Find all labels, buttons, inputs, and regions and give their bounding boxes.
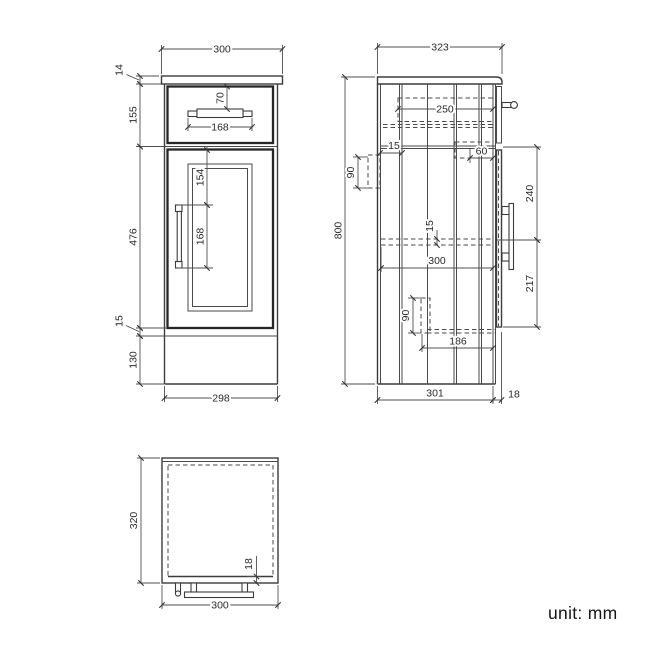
side-drawer-front-slab	[497, 87, 502, 144]
front-view	[114, 44, 283, 405]
dim-plan-depth: 320	[128, 511, 140, 530]
dim-plan-door-thickness: 18	[243, 558, 255, 570]
side-plinth-hidden	[427, 330, 496, 334]
dim-plan-width: 300	[211, 599, 229, 612]
dim-side-shelf-depth: 300	[428, 255, 446, 267]
side-view	[333, 42, 542, 405]
dim-side-wall-rail-bottom: 90	[400, 309, 412, 322]
side-worktop	[378, 77, 503, 84]
dim-front-width-top: 300	[213, 43, 231, 56]
plan-outline	[162, 458, 278, 583]
dim-front-door-height: 476	[127, 228, 140, 246]
dim-side-handle-lower: 217	[524, 274, 536, 293]
dim-front-drawer-handle-width: 168	[211, 121, 229, 134]
dim-side-door-thickness: 18	[508, 388, 520, 401]
dim-side-plinth-setback: 186	[449, 335, 467, 348]
dim-side-depth-top: 323	[431, 41, 449, 54]
unit-label: unit: mm	[548, 603, 618, 623]
side-wall-rail-top	[368, 155, 380, 188]
dim-front-bottom-gap: 15	[113, 315, 126, 327]
front-worktop	[162, 76, 283, 84]
dim-front-drawer-height: 155	[127, 106, 140, 124]
dim-side-shelf-thickness: 15	[424, 220, 436, 232]
dim-side-depth-bottom: 301	[426, 387, 444, 400]
dim-front-worktop-thickness: 14	[113, 64, 126, 76]
plan-carcass-hidden	[168, 465, 273, 577]
front-door	[168, 150, 274, 329]
plan-door-handle	[185, 583, 254, 598]
dim-side-total-height: 800	[332, 221, 345, 240]
side-wall-rail-bottom	[421, 298, 430, 333]
front-door-handle	[176, 205, 183, 268]
front-drawer-handle	[188, 109, 252, 118]
dim-side-drawer-depth: 250	[436, 103, 454, 116]
dim-side-wall-rail-top: 90	[345, 166, 357, 179]
dim-front-door-handle-length: 168	[194, 227, 207, 246]
dim-side-back-gap: 15	[388, 140, 400, 152]
dim-front-plinth-height: 130	[127, 351, 140, 369]
side-door-handle	[502, 204, 514, 270]
side-drawer-handle	[502, 102, 517, 109]
plan-view	[128, 458, 278, 612]
dim-front-width-bottom: 298	[212, 392, 230, 405]
dim-side-hinge-plate-depth: 60	[475, 145, 488, 158]
plan-hinge-peg	[175, 583, 180, 596]
dim-side-handle-upper: 240	[524, 184, 536, 203]
side-panel-lines	[378, 84, 496, 384]
dim-front-drawer-handle-offset: 70	[214, 92, 227, 104]
dim-front-door-handle-offset: 154	[194, 168, 207, 187]
